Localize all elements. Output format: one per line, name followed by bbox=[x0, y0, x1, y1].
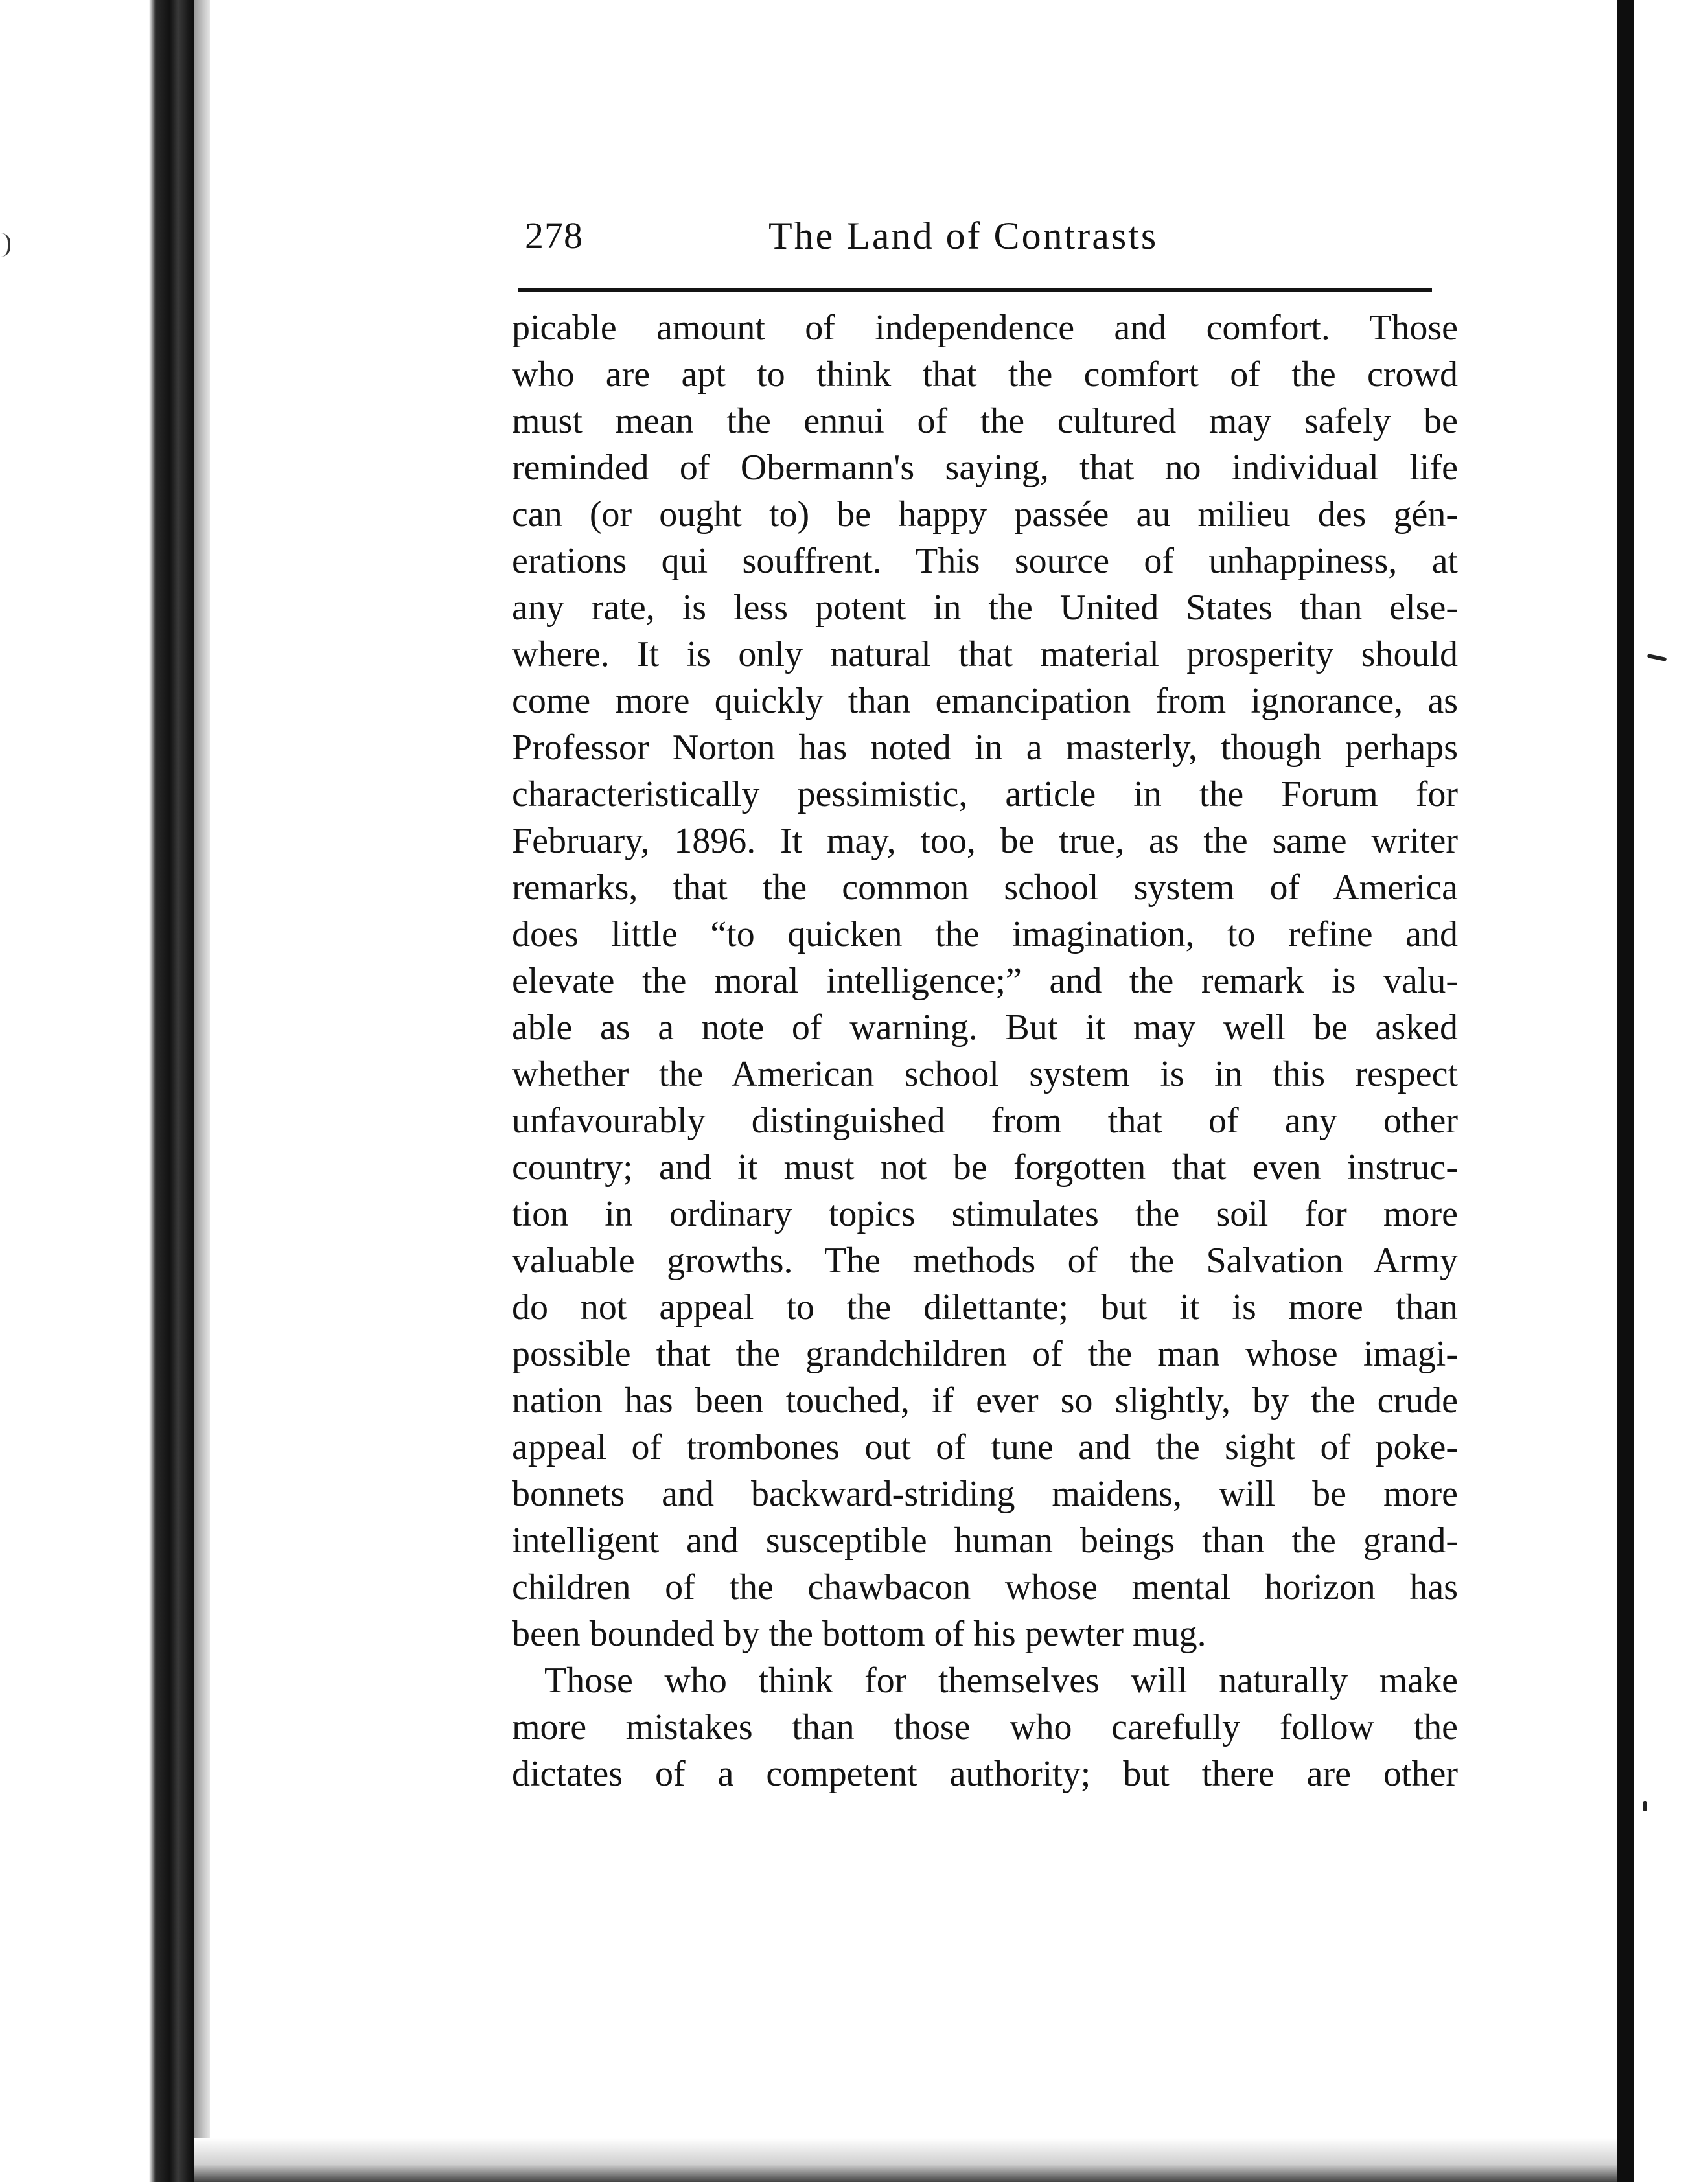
text-line: must mean the ennui of the cultured may safely be bbox=[512, 401, 1458, 441]
text-line: valuable growths. The methods of the Salvation Army bbox=[512, 1241, 1458, 1281]
facing-page-mark bbox=[1643, 1801, 1647, 1811]
text-line: does little “to quicken the imagination, to refine and bbox=[512, 914, 1458, 954]
paragraph-2 bbox=[512, 1657, 1458, 1797]
text-line: possible that the grandchildren of the man whose imagi- bbox=[512, 1334, 1458, 1374]
gutter-divider bbox=[1617, 0, 1634, 2182]
text-line: dictates of a competent authority; but there are other bbox=[512, 1754, 1458, 1794]
text-line: reminded of Obermann's saying, that no individual life bbox=[512, 448, 1458, 488]
facing-page-mark bbox=[1647, 654, 1667, 661]
text-line: bonnets and backward-striding maidens, will be more bbox=[512, 1474, 1458, 1514]
text-line: where. It is only natural that material prosperity should bbox=[512, 634, 1458, 674]
text-line: been bounded by the bottom of his pewter mug. bbox=[512, 1614, 1206, 1654]
text-line: erations qui souffrent. This source of unhappiness, at bbox=[512, 541, 1458, 581]
running-head bbox=[525, 214, 1432, 292]
text-line: whether the American school system is in this respect bbox=[512, 1054, 1458, 1094]
text-line: appeal of trombones out of tune and the sight of poke- bbox=[512, 1427, 1458, 1467]
text-line: nation has been touched, if ever so slightly, by the crude bbox=[512, 1381, 1458, 1421]
text-line: can (or ought to) be happy passée au milieu des gén- bbox=[512, 494, 1458, 534]
book-spine-shadow bbox=[0, 0, 194, 2182]
text-line: Professor Norton has noted in a masterly, though perhaps bbox=[512, 728, 1458, 768]
text-line: February, 1896. It may, too, be true, as the same writer bbox=[512, 821, 1458, 861]
text-line: more mistakes than those who carefully follow the bbox=[512, 1707, 1458, 1747]
text-line: remarks, that the common school system of America bbox=[512, 867, 1458, 908]
text-line: who are apt to think that the comfort of the crowd bbox=[512, 354, 1458, 395]
text-line: any rate, is less potent in the United States than else- bbox=[512, 588, 1458, 628]
text-line: come more quickly than emancipation from ignorance, as bbox=[512, 681, 1458, 721]
text-line: intelligent and susceptible human beings than the grand- bbox=[512, 1521, 1458, 1561]
text-line: unfavourably distinguished from that of any other bbox=[512, 1101, 1458, 1141]
text-line: Those who think for themselves will naturally make bbox=[544, 1660, 1458, 1701]
page-number: 278 bbox=[525, 214, 583, 257]
paragraph-1 bbox=[512, 304, 1458, 1657]
text-line: able as a note of warning. But it may well be asked bbox=[512, 1007, 1458, 1048]
page-left-edge bbox=[194, 0, 210, 2182]
header-rule bbox=[518, 288, 1432, 292]
text-line: characteristically pessimistic, article in the Forum for bbox=[512, 774, 1458, 814]
facing-page-strip bbox=[1634, 0, 1708, 2182]
page-bottom-edge bbox=[194, 2138, 1620, 2182]
running-title: The Land of Contrasts bbox=[768, 214, 1159, 257]
body-text bbox=[512, 304, 1458, 1797]
text-line: do not appeal to the dilettante; but it is more than bbox=[512, 1287, 1458, 1327]
text-line: elevate the moral intelligence;” and the remark is valu- bbox=[512, 961, 1458, 1001]
text-line: children of the chawbacon whose mental horizon has bbox=[512, 1567, 1458, 1607]
text-line: tion in ordinary topics stimulates the soil for more bbox=[512, 1194, 1458, 1234]
text-line: country; and it must not be forgotten that even instruc- bbox=[512, 1147, 1458, 1188]
text-line: picable amount of independence and comfort. Those bbox=[512, 308, 1458, 348]
